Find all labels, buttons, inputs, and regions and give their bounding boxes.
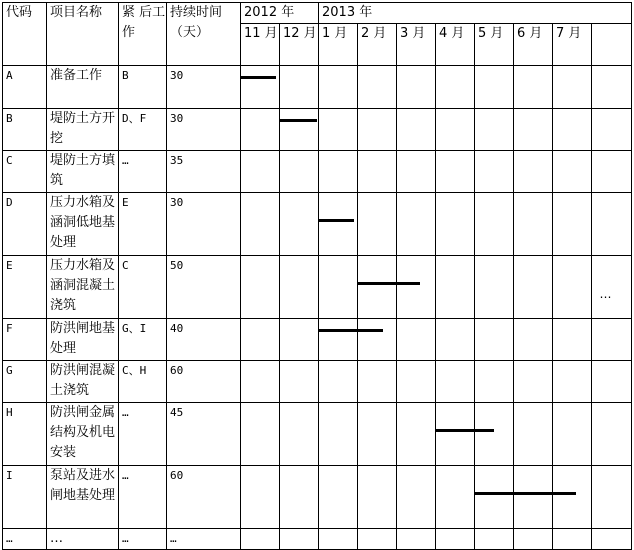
gantt-cell [280, 319, 319, 361]
row-name: … [47, 529, 119, 550]
header-month: 12 月 [280, 24, 319, 66]
row-duration: 60 [167, 361, 241, 403]
row-next-work: … [119, 529, 167, 550]
gantt-cell [280, 361, 319, 403]
gantt-bar-I [475, 492, 576, 495]
gantt-cell [397, 466, 436, 529]
gantt-bar-A [241, 76, 276, 79]
gantt-cell [592, 403, 632, 466]
gantt-cell [358, 193, 397, 256]
row-code: C [3, 151, 47, 193]
gantt-cell [514, 319, 553, 361]
header-row-years [3, 3, 632, 24]
row-code: F [3, 319, 47, 361]
gantt-cell [280, 466, 319, 529]
gantt-cell [475, 403, 514, 466]
header-month: 5 月 [475, 24, 514, 66]
gantt-cell [553, 361, 592, 403]
gantt-cell [397, 319, 436, 361]
row-next-work: C [119, 256, 167, 319]
gantt-cell [553, 319, 592, 361]
gantt-cell [436, 66, 475, 109]
gantt-cell [280, 403, 319, 466]
gantt-cell [514, 466, 553, 529]
gantt-cell [475, 319, 514, 361]
row-code: … [3, 529, 47, 550]
gantt-cell [319, 151, 358, 193]
row-name: 堤防土方开挖 [47, 109, 119, 151]
header-month: 11 月 [241, 24, 280, 66]
gantt-cell [397, 193, 436, 256]
row-duration: 60 [167, 466, 241, 529]
gantt-cell [358, 319, 397, 361]
header-month: 6 月 [514, 24, 553, 66]
gantt-cell [241, 193, 280, 256]
table-row [3, 319, 632, 361]
gantt-cell [436, 193, 475, 256]
row-code: H [3, 403, 47, 466]
gantt-cell [553, 151, 592, 193]
gantt-cell [319, 109, 358, 151]
gantt-cell [514, 66, 553, 109]
schedule-table [2, 2, 632, 550]
gantt-cell [358, 361, 397, 403]
header-code: 代码 [3, 3, 47, 66]
gantt-bar-D [319, 219, 354, 222]
header-month: 7 月 [553, 24, 592, 66]
gantt-bar-F [319, 329, 383, 332]
gantt-cell [319, 256, 358, 319]
gantt-cell [592, 466, 632, 529]
gantt-bar-B [280, 119, 317, 122]
row-name: 准备工作 [47, 66, 119, 109]
table-row [3, 193, 632, 256]
row-name: 防洪闸金属结构及机电安装 [47, 403, 119, 466]
row-code: I [3, 466, 47, 529]
gantt-cell [280, 109, 319, 151]
gantt-cell [592, 193, 632, 256]
row-duration: 45 [167, 403, 241, 466]
gantt-cell [436, 466, 475, 529]
gantt-cell [241, 403, 280, 466]
header-month [592, 24, 632, 66]
header-month: 2 月 [358, 24, 397, 66]
table-row [3, 466, 632, 529]
gantt-cell [436, 109, 475, 151]
gantt-cell [358, 151, 397, 193]
gantt-cell [475, 151, 514, 193]
row-next-work: G、I [119, 319, 167, 361]
row-name: 压力水箱及涵洞低地基处理 [47, 193, 119, 256]
row-next-work: … [119, 466, 167, 529]
gantt-cell [319, 466, 358, 529]
gantt-cell [475, 109, 514, 151]
row-code: D [3, 193, 47, 256]
gantt-cell [592, 361, 632, 403]
table-row [3, 109, 632, 151]
gantt-cell [475, 193, 514, 256]
gantt-cell [475, 361, 514, 403]
gantt-bar-E [358, 282, 420, 285]
header-duration: 持续时间（天） [167, 3, 241, 66]
gantt-cell [553, 109, 592, 151]
gantt-cell [436, 361, 475, 403]
gantt-cell [397, 66, 436, 109]
gantt-cell [514, 151, 553, 193]
gantt-cell [553, 66, 592, 109]
gantt-cell [514, 109, 553, 151]
gantt-cell [241, 361, 280, 403]
row-code: G [3, 361, 47, 403]
row-name: 防洪闸混凝土浇筑 [47, 361, 119, 403]
gantt-cell [475, 466, 514, 529]
gantt-cell [397, 403, 436, 466]
gantt-cell [358, 403, 397, 466]
row-code: A [3, 66, 47, 109]
gantt-cell [553, 193, 592, 256]
header-year-2012: 2012 年 [241, 3, 319, 24]
gantt-cell [475, 66, 514, 109]
gantt-cell [280, 66, 319, 109]
gantt-cell [280, 256, 319, 319]
gantt-cell [436, 151, 475, 193]
gantt-cell [241, 151, 280, 193]
row-duration: 30 [167, 193, 241, 256]
gantt-cell [319, 361, 358, 403]
gantt-cell [358, 66, 397, 109]
gantt-cell [241, 319, 280, 361]
gantt-cell [241, 256, 280, 319]
row-name: 防洪闸地基处理 [47, 319, 119, 361]
gantt-cell [592, 256, 632, 319]
row-name: 堤防土方填筑 [47, 151, 119, 193]
gantt-cell [592, 151, 632, 193]
table-row [3, 256, 632, 319]
gantt-cell [241, 109, 280, 151]
gantt-cell [475, 256, 514, 319]
row-duration: … [167, 529, 241, 550]
gantt-cell [514, 403, 553, 466]
gantt-cell [280, 151, 319, 193]
row-duration: 50 [167, 256, 241, 319]
gantt-cell [436, 403, 475, 466]
row-code: E [3, 256, 47, 319]
gantt-cell [397, 361, 436, 403]
gantt-cell [514, 361, 553, 403]
gantt-cell [592, 319, 632, 361]
header-month: 1 月 [319, 24, 358, 66]
row-next-work: C、H [119, 361, 167, 403]
gantt-cell [358, 109, 397, 151]
gantt-cell [514, 193, 553, 256]
row-next-work: D、F [119, 109, 167, 151]
right-gap-ellipsis: … [599, 286, 612, 301]
table-row [3, 403, 632, 466]
row-name: 压力水箱及涵洞混凝土浇筑 [47, 256, 119, 319]
gantt-cell [592, 66, 632, 109]
gantt-cell [436, 256, 475, 319]
table-row [3, 66, 632, 109]
gantt-bar-H [436, 429, 495, 432]
gantt-cell [514, 256, 553, 319]
row-code: B [3, 109, 47, 151]
gantt-cell [319, 193, 358, 256]
gantt-cell [280, 193, 319, 256]
row-next-work: B [119, 66, 167, 109]
gantt-cell [241, 466, 280, 529]
gantt-cell [358, 256, 397, 319]
gantt-cell [436, 319, 475, 361]
row-name: 泵站及进水闸地基处理 [47, 466, 119, 529]
gantt-cell [553, 403, 592, 466]
gantt-cell [319, 403, 358, 466]
header-year-2013: 2013 年 [319, 3, 632, 24]
header-name: 项目名称 [47, 3, 119, 66]
gantt-cell [397, 256, 436, 319]
table-row [3, 151, 632, 193]
gantt-cell [397, 109, 436, 151]
table-row [3, 361, 632, 403]
gantt-cell [319, 319, 358, 361]
gantt-cell [241, 66, 280, 109]
row-duration: 30 [167, 66, 241, 109]
row-duration: 30 [167, 109, 241, 151]
row-next-work: … [119, 403, 167, 466]
gantt-cell [358, 466, 397, 529]
gantt-cell [592, 109, 632, 151]
row-next-work: … [119, 151, 167, 193]
header-next-work: 紧 后工作 [119, 3, 167, 66]
gantt-cell [553, 466, 592, 529]
row-duration: 35 [167, 151, 241, 193]
gantt-cell [319, 66, 358, 109]
header-month: 3 月 [397, 24, 436, 66]
header-month: 4 月 [436, 24, 475, 66]
row-next-work: E [119, 193, 167, 256]
gantt-cell [397, 151, 436, 193]
gantt-cell [553, 256, 592, 319]
row-duration: 40 [167, 319, 241, 361]
